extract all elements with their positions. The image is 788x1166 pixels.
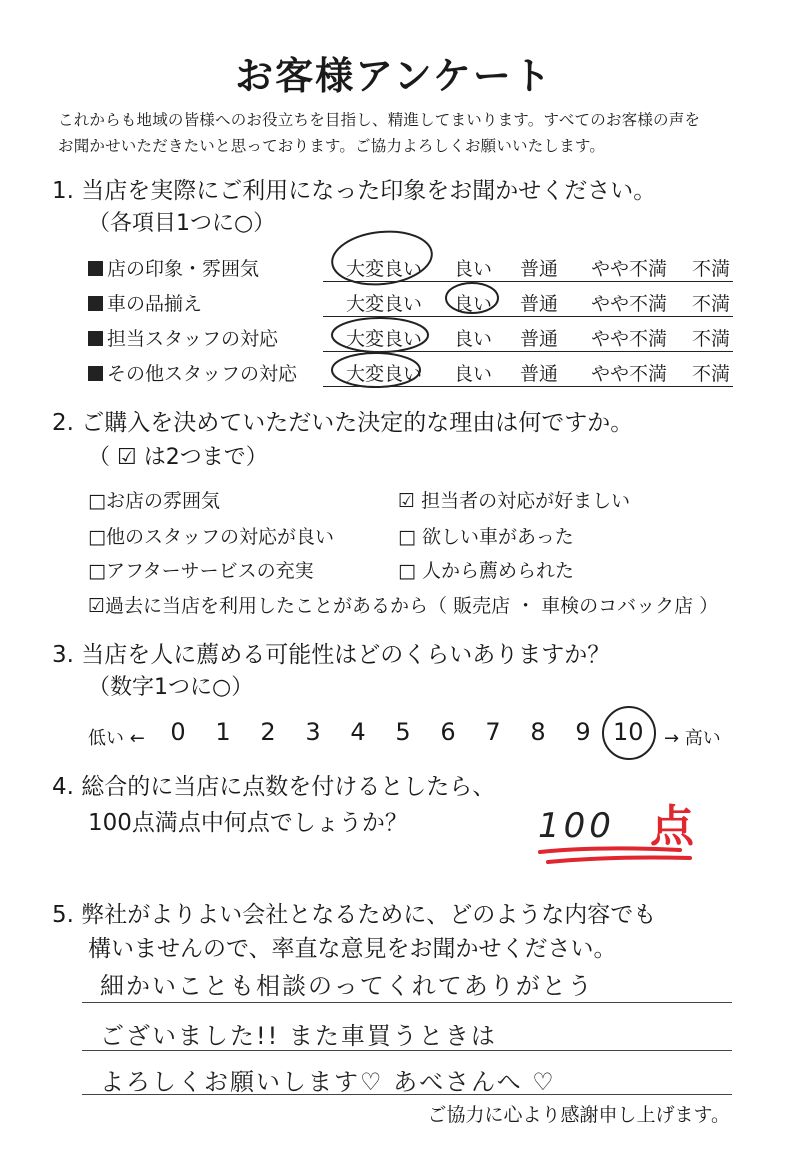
checkbox-mark: □ [88, 560, 106, 582]
q1-row-label: 店の印象・雰囲気 [88, 254, 259, 281]
scale-high-label: → 高い [664, 728, 721, 749]
q1-option[interactable]: 良い [453, 328, 492, 350]
q1-option[interactable]: やや不満 [590, 293, 667, 315]
q1-row-label: 担当スタッフの対応 [88, 324, 278, 351]
q1-option[interactable]: 大変良い [345, 293, 422, 315]
checkbox-mark: □ [398, 526, 416, 548]
q1-option[interactable]: 良い [453, 258, 492, 280]
checkbox-mark: □ [398, 560, 416, 582]
q1-option[interactable]: やや不満 [590, 363, 667, 385]
checkbox-after-service[interactable]: □アフターサービスの充実 [88, 560, 314, 582]
score-unit: 点 [650, 801, 694, 852]
checkbox-mark: □ [88, 490, 106, 512]
q1-option[interactable]: 大変良い [345, 363, 422, 385]
scale-number[interactable]: 8 [530, 718, 546, 746]
q1-option[interactable]: 不満 [691, 328, 730, 350]
circle-row2-good [446, 283, 498, 313]
intro-line-2: お聞かせいただきたいと思っております。ご協力よろしくお願いいたします。 [58, 137, 606, 155]
q5-line-1: 5. 弊社がよりよい会社となるために、どのような内容でも [52, 902, 657, 928]
checkbox-mark: □ [88, 526, 106, 548]
circle-scale-10 [603, 707, 655, 759]
checkbox-recommended[interactable]: □ 人から薦められた [398, 560, 575, 582]
answer-line-3: よろしくお願いします♡ あべさんへ ♡ [100, 1068, 556, 1096]
checkbox-staff-response[interactable]: ☑ 担当者の対応が好ましい [398, 490, 631, 512]
circle-row3-very-good [332, 318, 428, 352]
checkbox-shop-atmosphere[interactable]: □お店の雰囲気 [88, 490, 220, 512]
checkbox-wanted-car[interactable]: □ 欲しい車があった [398, 526, 574, 548]
answer-line-2: ございました!! また車買うときは [100, 1022, 497, 1050]
q1-option[interactable]: 大変良い [345, 258, 422, 280]
q1-option[interactable]: 大変良い [345, 328, 422, 350]
scale-number[interactable]: 4 [350, 718, 366, 746]
scale-number[interactable]: 9 [575, 718, 591, 746]
checkbox-past-use[interactable]: ☑過去に当店を利用したことがあるから（ 販売店 ・ 車検のコバック店 ） [88, 595, 719, 617]
scale-number[interactable]: 7 [485, 718, 501, 746]
scale-number[interactable]: 5 [395, 718, 411, 746]
circle-row4-very-good [332, 353, 420, 387]
q1-note: （各項目1つに○） [88, 211, 276, 236]
q1-option[interactable]: 不満 [691, 293, 730, 315]
q2-question: 2. ご購入を決めていただいた決定的な理由は何ですか。 [52, 410, 634, 436]
checkbox-other-staff[interactable]: □他のスタッフの対応が良い [88, 526, 334, 548]
score-number: 100 [538, 806, 615, 846]
scale-number[interactable]: 0 [170, 718, 186, 746]
answer-line-1: 細かいことも相談のってくれてありがとう [100, 972, 594, 1000]
score-underline-1 [540, 848, 680, 852]
q2-note: （ ☑ は2つまで） [88, 445, 268, 470]
checkbox-mark: ☑ [88, 595, 106, 617]
q1-option[interactable]: 普通 [519, 258, 558, 280]
q1-option[interactable]: 良い [453, 293, 492, 315]
q4-line-2: 100点満点中何点でしょうか？ [88, 810, 408, 836]
intro-line-1: これからも地域の皆様へのお役立ちを目指し、精進してまいります。すべてのお客様の声を [58, 111, 701, 129]
q1-option[interactable]: 普通 [519, 328, 558, 350]
footer-thanks: ご協力に心より感謝申し上げます。 [427, 1104, 730, 1126]
scale-number[interactable]: 2 [260, 718, 276, 746]
q1-option[interactable]: 不満 [691, 258, 730, 280]
q3-question: 3. 当店を人に薦める可能性はどのくらいありますか？ [52, 642, 611, 668]
q1-option[interactable]: 普通 [519, 293, 558, 315]
q1-question: 1. 当店を実際にご利用になった印象をお聞かせください。 [52, 178, 657, 204]
q4-line-1: 4. 総合的に当店に点数を付けるとしたら、 [52, 774, 496, 800]
page-title: お客様アンケート [235, 54, 553, 98]
checkbox-mark: ☑ [398, 490, 416, 512]
q1-option[interactable]: やや不満 [590, 258, 667, 280]
score-underline-2 [548, 858, 690, 863]
q1-row-label: その他スタッフの対応 [88, 359, 297, 386]
scale-number[interactable]: 1 [215, 718, 231, 746]
q3-note: （数字1つに○） [88, 675, 254, 700]
q1-option[interactable]: 普通 [519, 363, 558, 385]
q1-row-label: 車の品揃え [88, 289, 202, 316]
q1-option[interactable]: やや不満 [590, 328, 667, 350]
circle-row1-very-good [330, 227, 435, 289]
scale-number[interactable]: 10 [613, 718, 644, 746]
q5-line-2: 構いませんので、率直な意見をお聞かせください。 [88, 936, 617, 962]
q1-option[interactable]: 良い [453, 363, 492, 385]
scale-number[interactable]: 3 [305, 718, 321, 746]
scale-number[interactable]: 6 [440, 718, 456, 746]
scale-low-label: 低い ← [88, 728, 145, 749]
q1-option[interactable]: 不満 [691, 363, 730, 385]
